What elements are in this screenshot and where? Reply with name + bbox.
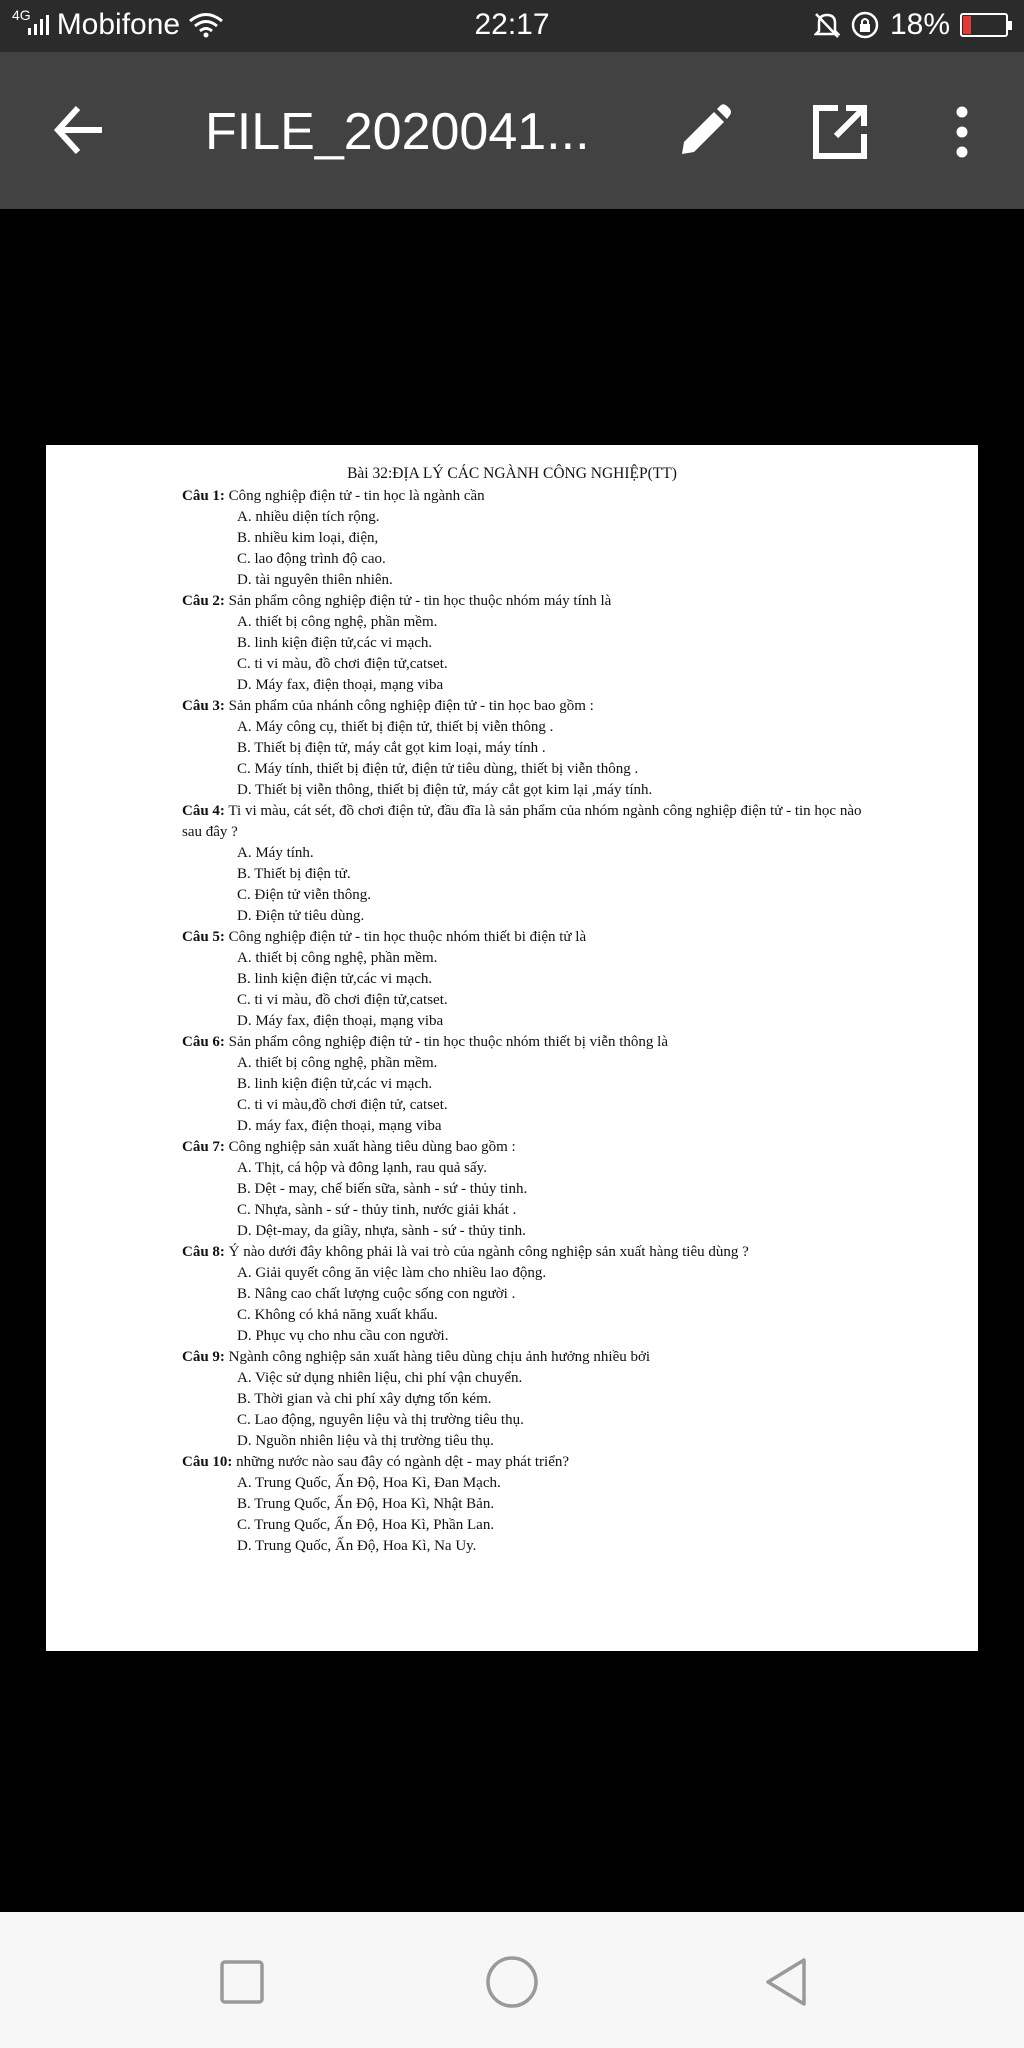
question-text: Ý nào dưới đây không phải là vai trò của ngành công nghiệp sản xuất hàng tiêu dùng ?	[228, 1244, 749, 1260]
question-text: Sản phẩm của nhánh công nghiệp điện tử - tin học bao gồm :	[228, 698, 594, 714]
arrow-back-icon[interactable]	[50, 100, 110, 160]
answer-option: D. Phục vụ cho nhu cầu con người.	[237, 1328, 449, 1344]
answer-option: B. Dệt - may, chế biến sữa, sành - sứ - thủy tinh.	[237, 1181, 528, 1197]
battery-icon	[960, 13, 1008, 37]
question-number: Câu 7:	[182, 1139, 225, 1155]
answer-option: C. Trung Quốc, Ấn Độ, Hoa Kì, Phần Lan.	[237, 1517, 495, 1533]
bell-off-icon	[814, 11, 840, 39]
question-block	[182, 1137, 862, 1242]
battery-percent: 18%	[889, 8, 950, 41]
question-number: Câu 10:	[182, 1454, 233, 1470]
pencil-icon[interactable]	[672, 100, 736, 164]
answer-option: D. Thiết bị viễn thông, thiết bị điện tử, máy cắt gọt kim lại ,máy tính.	[237, 782, 653, 798]
question-block	[182, 1347, 862, 1452]
answer-option: D. Điện tử tiêu dùng.	[237, 908, 365, 924]
question-number: Câu 5:	[182, 929, 225, 945]
answer-option: D. Nguồn nhiên liệu và thị trường tiêu thụ.	[237, 1433, 494, 1449]
system-nav-bar	[0, 1912, 1024, 2048]
question-line	[182, 1032, 862, 1053]
answer-option: A. Việc sử dụng nhiên liệu, chi phí vận chuyển.	[237, 1370, 523, 1386]
question-text: những nước nào sau đây có ngành dệt - may phát triển?	[236, 1454, 570, 1470]
question-number: Câu 9:	[182, 1349, 225, 1365]
answer-option: B. Thiết bị điện tử.	[237, 866, 351, 882]
answer-option: A. thiết bị công nghệ, phần mềm.	[237, 614, 438, 630]
question-number: Câu 4:	[182, 803, 225, 819]
answer-option: B. Thời gian và chi phí xây dựng tốn kém.	[237, 1391, 492, 1407]
question-line	[182, 591, 862, 612]
document-title: Bài 32:ĐỊA LÝ CÁC NGÀNH CÔNG NGHIỆP(TT)	[347, 465, 677, 482]
rotation-lock-icon	[850, 10, 880, 40]
back-triangle-icon[interactable]	[756, 1952, 816, 2012]
question-block	[182, 801, 862, 927]
question-line	[182, 486, 862, 507]
answer-option: B. Thiết bị điện tử, máy cắt gọt kim loại, máy tính .	[237, 740, 546, 756]
answer-option: C. Lao động, nguyên liệu và thị trường tiêu thụ.	[237, 1412, 524, 1428]
question-text: Công nghiệp điện tử - tin học là ngành cần	[228, 488, 485, 504]
question-line	[182, 1452, 862, 1473]
question-number: Câu 3:	[182, 698, 225, 714]
answer-option: A. Máy công cụ, thiết bị điện tử, thiết bị viễn thông .	[237, 719, 554, 735]
question-line	[182, 801, 862, 843]
answer-option: C. ti vi màu, đồ chơi điện tử,catset.	[237, 992, 448, 1008]
answer-option: C. Nhựa, sành - sứ - thủy tinh, nước giải khát .	[237, 1202, 517, 1218]
question-line	[182, 1347, 862, 1368]
answer-option: D. Trung Quốc, Ấn Độ, Hoa Kì, Na Uy.	[237, 1538, 477, 1554]
question-block	[182, 1452, 862, 1557]
clock: 22:17	[474, 8, 550, 41]
answer-option: A. thiết bị công nghệ, phần mềm.	[237, 950, 438, 966]
question-text: Sản phẩm công nghiệp điện tử - tin học thuộc nhóm máy tính là	[228, 593, 612, 609]
answer-option: B. Nâng cao chất lượng cuộc sống con người .	[237, 1286, 516, 1302]
open-external-icon[interactable]	[808, 100, 872, 164]
question-line	[182, 927, 862, 948]
document-page[interactable]	[46, 445, 978, 1651]
question-number: Câu 6:	[182, 1034, 225, 1050]
question-number: Câu 2:	[182, 593, 225, 609]
answer-option: A. Giải quyết công ăn việc làm cho nhiều lao động.	[237, 1265, 547, 1281]
answer-option: B. linh kiện điện tử,các vi mạch.	[237, 635, 433, 651]
question-list	[182, 486, 862, 1557]
question-text: Công nghiệp điện tử - tin học thuộc nhóm thiết bi điện tử là	[228, 929, 587, 945]
question-block	[182, 486, 862, 591]
answer-option: B. nhiều kim loại, điện,	[237, 530, 379, 546]
answer-option: A. Thịt, cá hộp và đông lạnh, rau quả sấy.	[237, 1160, 487, 1176]
question-line	[182, 1137, 862, 1158]
question-text: Ti vi màu, cát sét, đồ chơi điện tử, đầu đĩa là sản phẩm của nhóm ngành công nghiệp điện tử - tin học nào sau đây ?	[182, 803, 862, 840]
answer-option: C. Không có khả năng xuất khẩu.	[237, 1307, 438, 1323]
answer-option: B. linh kiện điện tử,các vi mạch.	[237, 1076, 433, 1092]
question-text: Ngành công nghiệp sản xuất hàng tiêu dùng chịu ảnh hưởng nhiều bởi	[228, 1349, 651, 1365]
question-text: Sản phẩm công nghiệp điện tử - tin học thuộc nhóm thiết bị viễn thông là	[228, 1034, 668, 1050]
question-block	[182, 1032, 862, 1137]
file-title: FILE_2020041...	[205, 103, 590, 161]
answer-option: A. Máy tính.	[237, 845, 314, 861]
question-line	[182, 1242, 862, 1263]
answer-option: D. Máy fax, điện thoại, mạng viba	[237, 677, 444, 693]
answer-option: C. lao động trình độ cao.	[237, 551, 386, 567]
answer-option: C. ti vi màu, đồ chơi điện tử,catset.	[237, 656, 448, 672]
network-type: 4G	[12, 7, 31, 23]
answer-option: C. Điện tử viễn thông.	[237, 887, 371, 903]
answer-option: D. Dệt-may, da giầy, nhựa, sành - sứ - thủy tinh.	[237, 1223, 526, 1239]
question-text: Công nghiệp sản xuất hàng tiêu dùng bao gồm :	[228, 1139, 516, 1155]
question-number: Câu 8:	[182, 1244, 225, 1260]
answer-option: B. Trung Quốc, Ấn Độ, Hoa Kì, Nhật Bản.	[237, 1496, 495, 1512]
battery-fill	[963, 16, 971, 34]
question-number: Câu 1:	[182, 488, 225, 504]
answer-option: C. Máy tính, thiết bị điện tử, điện tử tiêu dùng, thiết bị viễn thông .	[237, 761, 639, 777]
home-circle-icon[interactable]	[482, 1952, 542, 2012]
status-bar	[0, 0, 1024, 52]
question-block	[182, 696, 862, 801]
status-right	[814, 8, 1008, 42]
recents-square-icon[interactable]	[212, 1952, 272, 2012]
answer-option: D. máy fax, điện thoại, mạng viba	[237, 1118, 442, 1134]
app-toolbar	[0, 52, 1024, 209]
question-block	[182, 591, 862, 696]
answer-option: D. Máy fax, điện thoại, mạng viba	[237, 1013, 444, 1029]
carrier-name: Mobifone	[56, 8, 181, 41]
question-block	[182, 927, 862, 1032]
question-line	[182, 696, 862, 717]
more-vert-icon[interactable]	[930, 100, 994, 164]
answer-option: C. ti vi màu,đồ chơi điện tử, catset.	[237, 1097, 448, 1113]
question-block	[182, 1242, 862, 1347]
answer-option: A. Trung Quốc, Ấn Độ, Hoa Kì, Đan Mạch.	[237, 1475, 501, 1491]
answer-option: D. tài nguyên thiên nhiên.	[237, 572, 393, 588]
answer-option: A. thiết bị công nghệ, phần mềm.	[237, 1055, 438, 1071]
answer-option: B. linh kiện điện tử,các vi mạch.	[237, 971, 433, 987]
answer-option: A. nhiều diện tích rộng.	[237, 509, 380, 525]
